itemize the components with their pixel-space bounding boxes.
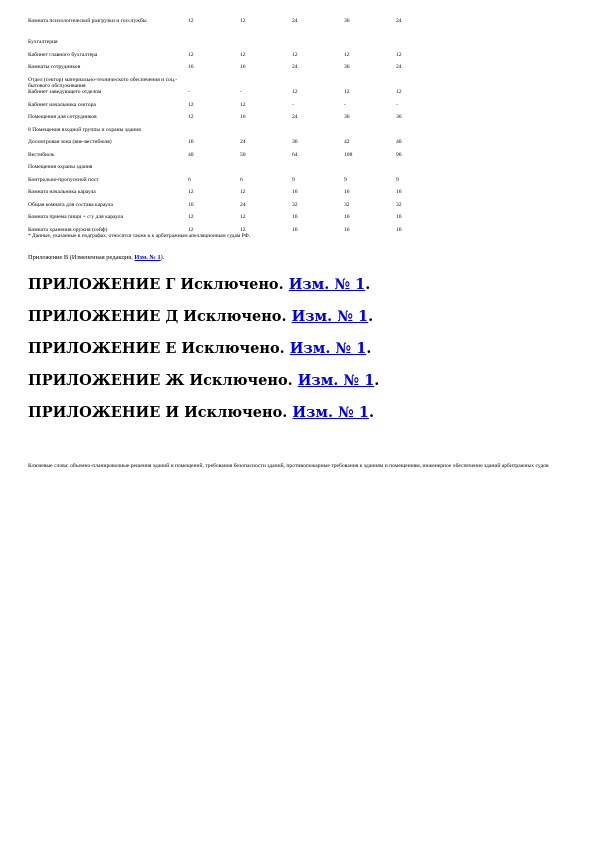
cell-value: 12 <box>396 89 402 96</box>
cell-value <box>240 77 292 90</box>
appendix-g-heading: ПРИЛОЖЕНИЕ Г Исключено. Изм. № 1. <box>28 276 371 293</box>
cell-value: 36 <box>344 114 350 121</box>
cell-value: 16 <box>396 214 402 221</box>
cell-value: 16 <box>188 64 194 70</box>
table-row <box>28 18 448 39</box>
cell-value: 42 <box>344 139 350 146</box>
cell-value: 12 <box>188 214 194 221</box>
cell-value: - <box>240 89 242 96</box>
appendix-g-amendment-link[interactable]: Изм. № 1 <box>288 276 366 293</box>
cell-value: 12 <box>292 89 298 96</box>
appendix-g-title: ПРИЛОЖЕНИЕ Г Исключено. <box>28 276 284 293</box>
cell-value: 36 <box>292 139 298 146</box>
table-row <box>28 139 448 152</box>
appendix-i-amendment-link[interactable]: Изм. № 1 <box>292 404 369 421</box>
cell-value <box>344 77 396 90</box>
cell-value <box>240 39 292 52</box>
cell-value: 12 <box>240 226 246 233</box>
appendix-i-heading: ПРИЛОЖЕНИЕ И Исключено. Изм. № 1. <box>28 404 375 421</box>
cell-value: 6 <box>240 176 243 183</box>
row-label: Помещения для сотрудников <box>28 114 97 121</box>
cell-value: 64 <box>292 151 298 158</box>
cell-value <box>396 77 448 90</box>
amendment-note-suffix: ). <box>160 254 165 261</box>
row-label: 8 Помещения входной группы и охраны здания <box>28 126 141 133</box>
cell-value: 12 <box>188 51 194 58</box>
row-label: Комната хранения оружия (сейф) <box>28 226 108 233</box>
cell-value: 96 <box>396 151 402 158</box>
table-row <box>28 64 448 77</box>
area-norms-table <box>28 18 448 239</box>
row-label: Комнаты сотрудников <box>28 64 81 70</box>
cell-value: 36 <box>344 18 350 24</box>
appendix-d-amendment-link[interactable]: Изм. № 1 <box>291 308 369 325</box>
row-label: Кабинет главного бухгалтера <box>28 51 98 58</box>
table-row <box>28 177 448 190</box>
appendix-d-title: ПРИЛОЖЕНИЕ Д Исключено. <box>28 308 287 325</box>
cell-value: 12 <box>188 114 194 121</box>
cell-value: 40 <box>188 151 194 158</box>
table-section-row <box>28 127 448 140</box>
cell-value: 12 <box>240 18 246 24</box>
amendment-note <box>28 254 164 261</box>
cell-value <box>188 127 240 140</box>
table-section-row <box>28 77 448 90</box>
cell-value: 16 <box>344 226 350 233</box>
cell-value: 12 <box>188 189 194 196</box>
cell-value: 12 <box>240 214 246 221</box>
cell-value: 16 <box>188 201 194 208</box>
table-row <box>28 202 448 215</box>
cell-value: 12 <box>240 101 246 108</box>
cell-value: 12 <box>188 18 194 24</box>
cell-value: 12 <box>240 189 246 196</box>
table-row <box>28 214 448 227</box>
appendix-i-title: ПРИЛОЖЕНИЕ И Исключено. <box>28 404 288 421</box>
appendix-e-heading: ПРИЛОЖЕНИЕ Е Исключено. Изм. № 1. <box>28 340 372 357</box>
cell-value: - <box>188 89 190 96</box>
cell-value: 16 <box>292 226 298 233</box>
cell-value: 24 <box>396 64 402 70</box>
cell-value: 16 <box>240 64 246 70</box>
row-label: Вестибюль <box>28 151 55 158</box>
cell-value <box>344 127 396 140</box>
appendix-zh-title: ПРИЛОЖЕНИЕ Ж Исключено. <box>28 372 293 389</box>
row-label: Общая комната для состава караула <box>28 201 113 208</box>
cell-value: 16 <box>344 214 350 221</box>
cell-value: 24 <box>292 64 298 70</box>
cell-value: 40 <box>396 139 402 146</box>
appendix-d-heading: ПРИЛОЖЕНИЕ Д Исключено. Изм. № 1. <box>28 308 374 325</box>
cell-value <box>240 127 292 140</box>
row-label: Помещения охраны здания <box>28 164 93 171</box>
cell-value: 16 <box>292 214 298 221</box>
cell-value: 12 <box>292 51 298 58</box>
cell-value: 36 <box>396 114 402 121</box>
cell-value: 32 <box>396 201 402 208</box>
cell-value: 32 <box>344 201 350 208</box>
cell-value: 32 <box>292 201 298 208</box>
cell-value: - <box>292 101 294 108</box>
cell-value: 36 <box>344 64 350 70</box>
table-section-row <box>28 164 448 177</box>
cell-value <box>188 77 240 90</box>
amendment-note-prefix: Приложение В (Измененная редакция, <box>28 254 133 261</box>
row-label: Комната психологической разгрузки и госслужбы <box>28 18 147 24</box>
cell-value: 6 <box>188 176 191 183</box>
row-label: Кабинет заведующего отделом <box>28 89 102 96</box>
cell-value: 12 <box>188 101 194 108</box>
row-label: Контрольно-пропускной пост <box>28 176 99 183</box>
cell-value: 16 <box>396 189 402 196</box>
table-footnote: * Данные, указанные в подграфах, относятся также и к арбитражным апелляционным судам РФ. <box>28 233 251 239</box>
amendment-link[interactable]: Изм. № 1 <box>134 254 161 261</box>
cell-value <box>396 39 448 52</box>
cell-value: 16 <box>188 139 194 146</box>
cell-value: 16 <box>396 226 402 233</box>
cell-value: 24 <box>240 139 246 146</box>
cell-value: 24 <box>292 114 298 121</box>
row-label: Комната приема пищи + с/у для караула <box>28 214 124 221</box>
row-label: Бухгалтерия <box>28 39 58 45</box>
appendix-e-amendment-link[interactable]: Изм. № 1 <box>289 340 367 357</box>
table-row <box>28 114 448 127</box>
cell-value: 24 <box>240 201 246 208</box>
cell-value: 16 <box>344 189 350 196</box>
cell-value: - <box>396 101 398 108</box>
cell-value <box>396 164 448 177</box>
appendix-zh-heading: ПРИЛОЖЕНИЕ Ж Исключено. Изм. № 1. <box>28 372 380 389</box>
cell-value: 9 <box>292 176 295 183</box>
cell-value: 24 <box>292 18 298 24</box>
cell-value: 12 <box>344 89 350 96</box>
cell-value <box>240 164 292 177</box>
table-section-row <box>28 39 448 52</box>
cell-value <box>396 127 448 140</box>
row-label: Кабинет начальника сектора <box>28 101 96 108</box>
cell-value: 12 <box>240 51 246 58</box>
keywords-paragraph: Ключевые слова: объемно-планировочные решения зданий и помещений, требования безопасности зданий, противопожарные требования к зданиям и помещениям, инженерное обеспечение зданий арбитражных судов <box>28 463 549 469</box>
table-row <box>28 189 448 202</box>
appendix-e-title: ПРИЛОЖЕНИЕ Е Исключено. <box>28 340 285 357</box>
cell-value: 12 <box>344 51 350 58</box>
cell-value: 16 <box>292 189 298 196</box>
table-row <box>28 102 448 115</box>
cell-value: 12 <box>396 51 402 58</box>
cell-value: 9 <box>396 176 399 183</box>
cell-value <box>292 77 344 90</box>
cell-value <box>344 39 396 52</box>
row-label: Комната начальника караула <box>28 189 96 196</box>
cell-value: 108 <box>344 151 353 158</box>
row-label: Досмотровая зона (вне-вестибюля) <box>28 139 112 146</box>
cell-value <box>344 164 396 177</box>
cell-value: 50 <box>240 151 246 158</box>
table-row <box>28 52 448 65</box>
cell-value <box>292 127 344 140</box>
cell-value <box>292 39 344 52</box>
cell-value <box>292 164 344 177</box>
cell-value <box>188 164 240 177</box>
cell-value: 16 <box>240 114 246 121</box>
cell-value <box>188 39 240 52</box>
cell-value: 9 <box>344 176 347 183</box>
cell-value: 24 <box>396 18 402 24</box>
table-row <box>28 152 448 165</box>
cell-value: 12 <box>188 226 194 233</box>
appendix-zh-amendment-link[interactable]: Изм. № 1 <box>297 372 375 389</box>
table-row <box>28 89 448 102</box>
cell-value: - <box>344 101 346 108</box>
row-label: Отдел (сектор) материально-технического обеспечения и соц.-бытового обслуживания <box>28 76 178 89</box>
